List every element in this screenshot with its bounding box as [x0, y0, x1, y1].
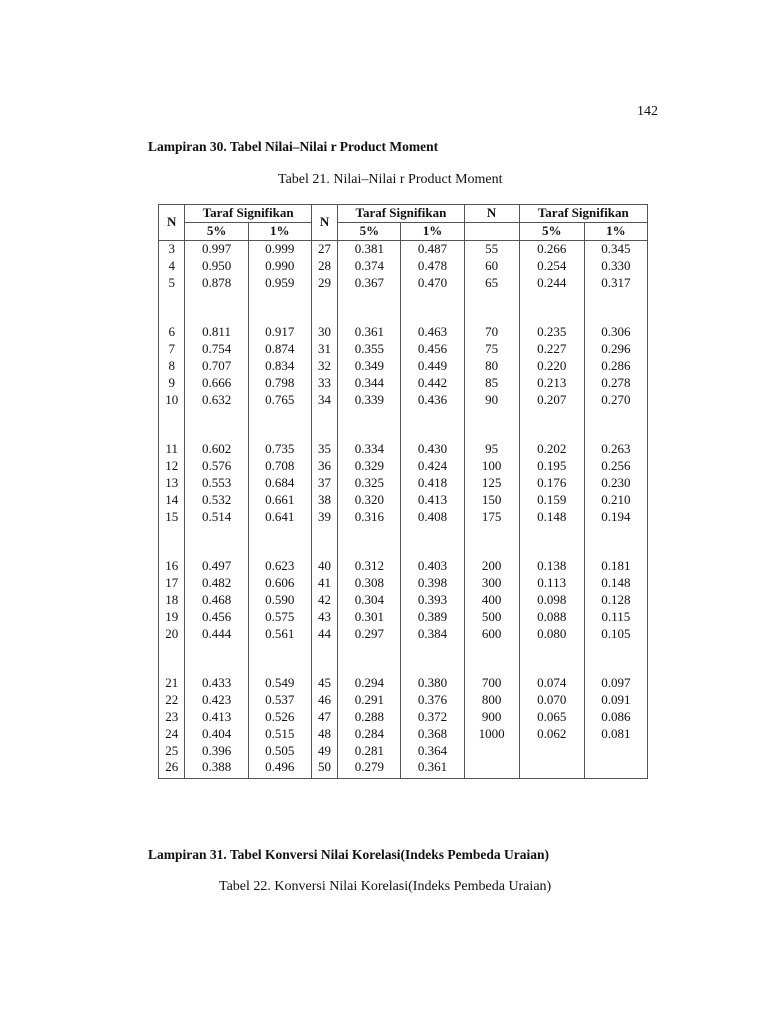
- r-1-percent: 0.436: [417, 391, 448, 407]
- r-5-percent: 0.334: [354, 441, 384, 457]
- r-1-percent: 0.515: [265, 725, 295, 741]
- n-value: 6: [168, 324, 175, 340]
- r-1-percent: 0.081: [601, 725, 631, 741]
- n-value: 800: [481, 692, 502, 708]
- cell-n-value: [464, 324, 519, 441]
- n-value: 70: [485, 324, 499, 340]
- n-value: 4: [168, 257, 175, 273]
- r-5-percent: 0.349: [354, 357, 384, 373]
- cell-r-5-percent: [185, 241, 248, 325]
- r-5-percent: 0.088: [537, 608, 567, 624]
- r-5-percent: 0.070: [537, 692, 567, 708]
- n-value: 1000: [478, 725, 505, 741]
- r-1-percent: 0.449: [417, 357, 448, 373]
- cell-r-1-percent: [401, 558, 464, 675]
- r-1-percent: 0.403: [417, 558, 448, 574]
- n-value: 17: [165, 575, 179, 591]
- r-5-percent: 0.176: [537, 474, 567, 490]
- n-value: 18: [165, 591, 179, 607]
- r-5-percent: 0.159: [537, 491, 567, 507]
- r-1-percent: 0.286: [601, 357, 631, 373]
- r-5-percent: 0.312: [354, 558, 384, 574]
- cell-r-5-percent: [338, 441, 401, 558]
- cell-r-5-percent: [185, 324, 248, 441]
- header-significance: Taraf Signifikan: [338, 205, 464, 223]
- n-value: 5: [168, 274, 175, 290]
- r-1-percent: 0.590: [265, 591, 295, 607]
- r-5-percent: 0.423: [201, 692, 232, 708]
- n-value: 41: [318, 575, 332, 591]
- r-5-percent: 0.098: [537, 591, 567, 607]
- r-5-percent: 0.065: [537, 708, 567, 724]
- n-value: 50: [318, 759, 332, 775]
- r-product-moment-table: [158, 204, 648, 779]
- r-1-percent: 0.181: [601, 558, 631, 574]
- table-row-group: [159, 324, 648, 441]
- r-1-percent: 0.526: [265, 708, 295, 724]
- cell-r-1-percent: [401, 324, 464, 441]
- n-value: 49: [318, 742, 332, 758]
- n-value: 40: [318, 558, 332, 574]
- r-1-percent: 0.708: [265, 458, 295, 474]
- r-1-percent: 0.128: [601, 591, 631, 607]
- cell-r-1-percent: [584, 241, 647, 325]
- r-5-percent: 0.195: [537, 458, 567, 474]
- n-value: 47: [318, 708, 332, 724]
- r-5-percent: 0.080: [537, 625, 567, 641]
- r-1-percent: 0.549: [265, 675, 295, 691]
- r-5-percent: 0.339: [354, 391, 384, 407]
- cell-n-value: [311, 324, 337, 441]
- r-1-percent: 0.372: [417, 708, 448, 724]
- r-1-percent: 0.210: [601, 491, 631, 507]
- r-5-percent: 0.514: [201, 508, 232, 524]
- cell-r-1-percent: [584, 675, 647, 778]
- r-1-percent: 0.345: [601, 241, 631, 256]
- n-value: 90: [485, 391, 499, 407]
- n-value: 45: [318, 675, 332, 691]
- r-1-percent: 0.091: [601, 692, 631, 708]
- n-value: 37: [318, 474, 332, 490]
- r-5-percent: 0.413: [201, 708, 232, 724]
- n-value: 43: [318, 608, 332, 624]
- n-value: 26: [165, 759, 179, 775]
- n-value: 38: [318, 491, 332, 507]
- n-value: 42: [318, 591, 332, 607]
- r-1-percent: 0.361: [417, 759, 448, 775]
- cell-r-1-percent: [401, 675, 464, 778]
- r-1-percent: 0.917: [265, 324, 295, 340]
- r-5-percent: 0.320: [354, 491, 384, 507]
- r-1-percent: 0.834: [265, 357, 295, 373]
- r-1-percent: 0.413: [417, 491, 448, 507]
- cell-r-5-percent: [519, 558, 584, 675]
- r-5-percent: 0.284: [354, 725, 384, 741]
- n-value: 150: [481, 491, 502, 507]
- n-value: 33: [318, 374, 332, 390]
- r-5-percent: 0.244: [537, 274, 567, 290]
- cell-n-value: [159, 558, 185, 675]
- cell-r-5-percent: [338, 558, 401, 675]
- cell-r-1-percent: [248, 441, 311, 558]
- n-value: 100: [481, 458, 502, 474]
- header-significance: Taraf Signifikan: [185, 205, 311, 223]
- r-5-percent: 0.666: [201, 374, 232, 390]
- n-value: 60: [485, 257, 499, 273]
- n-value: 30: [318, 324, 332, 340]
- r-5-percent: 0.281: [354, 742, 384, 758]
- r-5-percent: 0.062: [537, 725, 567, 741]
- cell-n-value: [464, 441, 519, 558]
- r-5-percent: 0.297: [354, 625, 384, 641]
- n-value: 400: [481, 591, 502, 607]
- r-5-percent: 0.396: [201, 742, 232, 758]
- cell-r-1-percent: [401, 241, 464, 325]
- r-1-percent: 0.606: [265, 575, 295, 591]
- header-5-percent: 5%: [338, 223, 401, 241]
- r-1-percent: 0.278: [601, 374, 631, 390]
- n-value: 9: [168, 374, 175, 390]
- r-5-percent: 0.148: [537, 508, 567, 524]
- n-value: 11: [165, 441, 178, 457]
- header-5-percent: 5%: [519, 223, 584, 241]
- cell-r-1-percent: [584, 324, 647, 441]
- header-n: N: [311, 205, 337, 241]
- r-1-percent: 0.623: [265, 558, 295, 574]
- header-1-percent: 1%: [401, 223, 464, 241]
- header-1-percent: 1%: [248, 223, 311, 241]
- r-1-percent: 0.097: [601, 675, 631, 691]
- cell-r-5-percent: [185, 441, 248, 558]
- r-1-percent: 0.389: [417, 608, 448, 624]
- appendix-31-heading: Lampiran 31. Tabel Konversi Nilai Korelasi(Indeks Pembeda Uraian): [148, 847, 550, 862]
- cell-r-1-percent: [248, 241, 311, 325]
- n-value: 46: [318, 692, 332, 708]
- r-5-percent: 0.388: [201, 759, 232, 775]
- r-5-percent: 0.344: [354, 374, 384, 390]
- r-5-percent: 0.355: [354, 341, 384, 357]
- r-1-percent: 0.148: [601, 575, 631, 591]
- table-row-group: [159, 558, 648, 675]
- n-value: 75: [485, 341, 499, 357]
- n-value: 125: [481, 474, 502, 490]
- r-1-percent: 0.470: [417, 274, 448, 290]
- cell-n-value: [311, 441, 337, 558]
- n-value: 8: [168, 357, 175, 373]
- r-1-percent: 0.380: [417, 675, 448, 691]
- r-5-percent: 0.497: [201, 558, 232, 574]
- n-value: 300: [481, 575, 502, 591]
- cell-r-5-percent: [338, 675, 401, 778]
- page-number: 142: [637, 104, 658, 119]
- n-value: 12: [165, 458, 179, 474]
- r-5-percent: 0.279: [354, 759, 384, 775]
- cell-r-5-percent: [519, 324, 584, 441]
- n-value: 200: [481, 558, 502, 574]
- n-value: 21: [165, 675, 179, 691]
- cell-r-1-percent: [584, 558, 647, 675]
- r-5-percent: 0.254: [537, 257, 567, 273]
- cell-n-value: [159, 324, 185, 441]
- r-1-percent: 0.270: [601, 391, 631, 407]
- r-5-percent: 0.288: [354, 708, 384, 724]
- r-5-percent: 0.482: [201, 575, 232, 591]
- r-5-percent: 0.707: [201, 357, 232, 373]
- r-5-percent: 0.113: [537, 575, 567, 591]
- n-value: 16: [165, 558, 179, 574]
- header-significance: Taraf Signifikan: [519, 205, 647, 223]
- n-value: 19: [165, 608, 179, 624]
- n-value: 65: [485, 274, 499, 290]
- r-5-percent: 0.138: [537, 558, 567, 574]
- cell-r-5-percent: [338, 324, 401, 441]
- n-value: 24: [165, 725, 179, 741]
- r-1-percent: 0.194: [601, 508, 631, 524]
- cell-n-value: [311, 558, 337, 675]
- r-1-percent: 0.463: [417, 324, 448, 340]
- r-1-percent: 0.317: [601, 274, 631, 290]
- cell-r-1-percent: [401, 441, 464, 558]
- r-5-percent: 0.301: [354, 608, 384, 624]
- r-5-percent: 0.468: [201, 591, 232, 607]
- r-1-percent: 0.487: [417, 241, 448, 256]
- r-5-percent: 0.325: [354, 474, 384, 490]
- n-value: 31: [318, 341, 332, 357]
- r-1-percent: 0.230: [601, 474, 631, 490]
- r-1-percent: 0.384: [417, 625, 448, 641]
- r-5-percent: 0.532: [201, 491, 232, 507]
- r-1-percent: 0.874: [265, 341, 295, 357]
- cell-n-value: [464, 241, 519, 325]
- r-1-percent: 0.393: [417, 591, 448, 607]
- cell-r-1-percent: [248, 558, 311, 675]
- r-5-percent: 0.294: [354, 675, 384, 691]
- n-value: 23: [165, 708, 179, 724]
- r-5-percent: 0.811: [202, 324, 231, 340]
- table-row-group: [159, 675, 648, 778]
- r-5-percent: 0.316: [354, 508, 384, 524]
- r-5-percent: 0.602: [201, 441, 232, 457]
- r-5-percent: 0.361: [354, 324, 384, 340]
- cell-r-1-percent: [248, 675, 311, 778]
- r-5-percent: 0.404: [201, 725, 232, 741]
- cell-r-5-percent: [338, 241, 401, 325]
- r-5-percent: 0.074: [537, 675, 567, 691]
- cell-r-1-percent: [248, 324, 311, 441]
- n-value: 39: [318, 508, 332, 524]
- r-1-percent: 0.735: [265, 441, 295, 457]
- cell-n-value: [159, 241, 185, 325]
- r-5-percent: 0.235: [537, 324, 567, 340]
- r-1-percent: 0.496: [265, 759, 295, 775]
- r-5-percent: 0.950: [201, 257, 232, 273]
- r-1-percent: 0.765: [265, 391, 295, 407]
- r-5-percent: 0.381: [354, 241, 384, 256]
- n-value: 900: [481, 708, 502, 724]
- n-value: 55: [485, 241, 499, 256]
- header-n: N: [464, 205, 519, 223]
- cell-r-5-percent: [519, 441, 584, 558]
- n-value: 25: [165, 742, 179, 758]
- n-value: 20: [165, 625, 179, 641]
- r-1-percent: 0.999: [265, 241, 295, 256]
- r-1-percent: 0.641: [265, 508, 295, 524]
- table-22-caption: Tabel 22. Konversi Nilai Korelasi(Indeks Pembeda Uraian): [219, 879, 552, 894]
- r-5-percent: 0.304: [354, 591, 384, 607]
- r-5-percent: 0.202: [537, 441, 567, 457]
- n-value: 95: [485, 441, 499, 457]
- cell-r-1-percent: [584, 441, 647, 558]
- r-5-percent: 0.367: [354, 274, 384, 290]
- n-value: 14: [165, 491, 179, 507]
- n-value: 34: [318, 391, 332, 407]
- r-5-percent: 0.329: [354, 458, 384, 474]
- r-1-percent: 0.537: [265, 692, 295, 708]
- r-1-percent: 0.368: [417, 725, 448, 741]
- n-value: 35: [318, 441, 332, 457]
- r-5-percent: 0.207: [537, 391, 567, 407]
- cell-n-value: [159, 675, 185, 778]
- r-1-percent: 0.442: [417, 374, 448, 390]
- r-5-percent: 0.553: [201, 474, 232, 490]
- n-value: 175: [481, 508, 502, 524]
- n-value: 48: [318, 725, 332, 741]
- n-value: 700: [481, 675, 502, 691]
- n-value: 22: [165, 692, 179, 708]
- cell-r-5-percent: [519, 675, 584, 778]
- n-value: 10: [165, 391, 179, 407]
- header-1-percent: 1%: [584, 223, 647, 241]
- r-5-percent: 0.576: [201, 458, 232, 474]
- r-1-percent: 0.990: [265, 257, 295, 273]
- r-5-percent: 0.266: [537, 241, 567, 256]
- header-n: N: [159, 205, 185, 241]
- r-1-percent: 0.430: [417, 441, 448, 457]
- r-1-percent: 0.408: [417, 508, 448, 524]
- cell-r-5-percent: [185, 558, 248, 675]
- n-value: 13: [165, 474, 179, 490]
- r-5-percent: 0.433: [201, 675, 232, 691]
- r-1-percent: 0.115: [601, 608, 631, 624]
- cell-r-5-percent: [519, 241, 584, 325]
- r-1-percent: 0.086: [601, 708, 631, 724]
- r-5-percent: 0.227: [537, 341, 567, 357]
- r-5-percent: 0.213: [537, 374, 567, 390]
- r-1-percent: 0.561: [265, 625, 295, 641]
- n-value: 36: [318, 458, 332, 474]
- cell-n-value: [159, 441, 185, 558]
- cell-n-value: [464, 675, 519, 778]
- r-1-percent: 0.364: [417, 742, 448, 758]
- r-5-percent: 0.308: [354, 575, 384, 591]
- table-body: [159, 241, 648, 779]
- r-5-percent: 0.754: [201, 341, 232, 357]
- r-1-percent: 0.105: [601, 625, 631, 641]
- table-row-group: [159, 441, 648, 558]
- n-value: 27: [318, 241, 332, 256]
- appendix-30-heading: Lampiran 30. Tabel Nilai–Nilai r Product Moment: [148, 139, 439, 154]
- n-value: 500: [481, 608, 502, 624]
- r-5-percent: 0.456: [201, 608, 232, 624]
- r-5-percent: 0.632: [201, 391, 232, 407]
- n-value: 32: [318, 357, 332, 373]
- n-value: 7: [168, 341, 175, 357]
- table-row-group: [159, 241, 648, 325]
- r-1-percent: 0.684: [265, 474, 295, 490]
- r-5-percent: 0.220: [537, 357, 567, 373]
- r-1-percent: 0.424: [417, 458, 448, 474]
- r-1-percent: 0.296: [601, 341, 631, 357]
- cell-n-value: [464, 558, 519, 675]
- r-1-percent: 0.263: [601, 441, 631, 457]
- r-1-percent: 0.575: [265, 608, 295, 624]
- cell-n-value: [311, 241, 337, 325]
- cell-r-5-percent: [185, 675, 248, 778]
- r-1-percent: 0.256: [601, 458, 631, 474]
- r-1-percent: 0.306: [601, 324, 631, 340]
- r-1-percent: 0.798: [265, 374, 295, 390]
- r-5-percent: 0.291: [354, 692, 384, 708]
- r-1-percent: 0.418: [417, 474, 448, 490]
- header-row-1: [159, 205, 648, 223]
- n-value: 85: [485, 374, 499, 390]
- cell-n-value: [311, 675, 337, 778]
- header-row-2: [159, 223, 648, 241]
- r-1-percent: 0.330: [601, 257, 631, 273]
- r-1-percent: 0.505: [265, 742, 295, 758]
- r-1-percent: 0.661: [265, 491, 295, 507]
- n-value: 600: [481, 625, 502, 641]
- n-value: 80: [485, 357, 499, 373]
- n-value: 44: [318, 625, 332, 641]
- n-value: 28: [318, 257, 332, 273]
- n-value: 29: [318, 274, 332, 290]
- n-value: 15: [165, 508, 179, 524]
- n-value: 3: [168, 241, 175, 256]
- r-1-percent: 0.456: [417, 341, 448, 357]
- header-5-percent: 5%: [185, 223, 248, 241]
- r-1-percent: 0.376: [417, 692, 448, 708]
- r-5-percent: 0.878: [201, 274, 232, 290]
- r-5-percent: 0.997: [201, 241, 232, 256]
- r-1-percent: 0.959: [265, 274, 295, 290]
- r-5-percent: 0.444: [201, 625, 232, 641]
- r-1-percent: 0.398: [417, 575, 448, 591]
- header-blank: [464, 223, 519, 241]
- r-1-percent: 0.478: [417, 257, 448, 273]
- r-5-percent: 0.374: [354, 257, 384, 273]
- table-21-caption: Tabel 21. Nilai–Nilai r Product Moment: [278, 172, 503, 187]
